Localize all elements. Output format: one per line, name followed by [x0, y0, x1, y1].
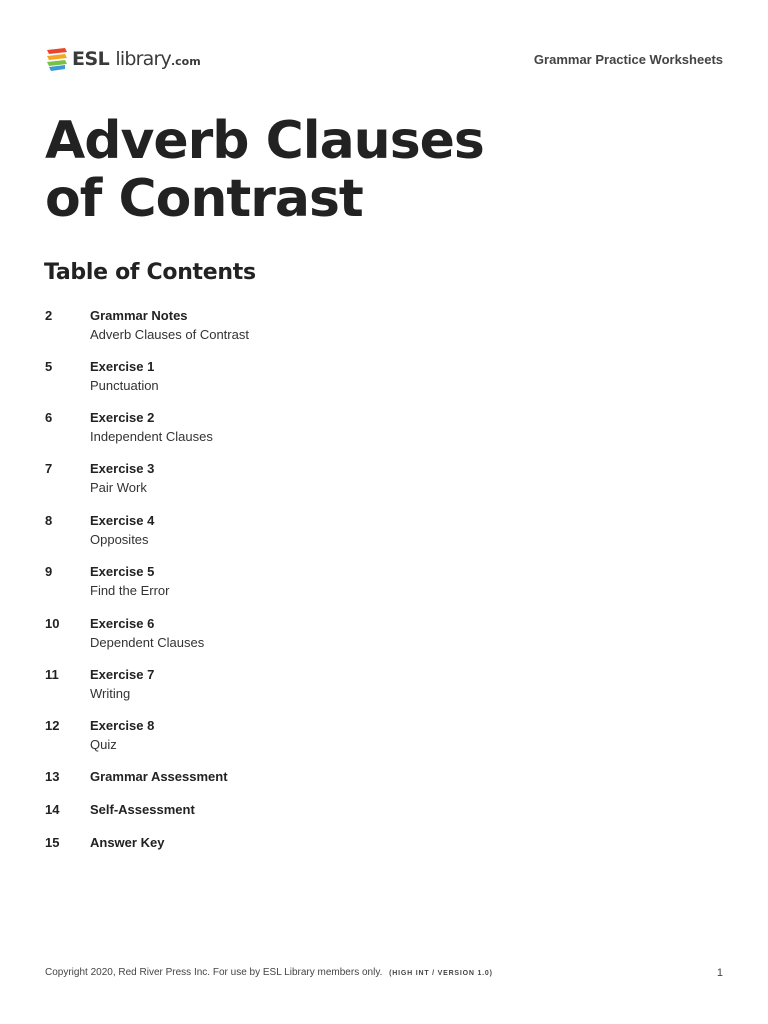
title-line-2: of Contrast — [45, 169, 363, 229]
toc-entry-title: Exercise 8 — [90, 718, 155, 733]
toc-entry-title: Exercise 2 — [90, 410, 155, 425]
toc-entry-title: Self-Assessment — [90, 802, 195, 817]
toc-page-number: 13 — [45, 769, 60, 784]
toc-page-number: 11 — [45, 667, 59, 682]
logo-brand: ESL — [72, 48, 110, 70]
logo-domain: .com — [170, 55, 201, 68]
toc-page-number: 6 — [45, 410, 53, 425]
toc-entry-title: Answer Key — [90, 835, 165, 850]
copyright-text: Copyright 2020, Red River Press Inc. For use by ESL Library members only. — [45, 967, 383, 978]
logo-stripe-green — [47, 60, 67, 66]
toc-page-number: 9 — [45, 564, 53, 579]
page-title — [45, 112, 484, 228]
page-number: 1 — [716, 967, 723, 979]
title-line-1: Adverb Clauses — [45, 111, 484, 171]
toc-entry-title: Exercise 7 — [90, 667, 155, 682]
page-header — [45, 44, 723, 76]
toc-page-number: 14 — [45, 802, 60, 817]
logo-stripe-orange — [47, 54, 67, 60]
toc-page-number: 10 — [45, 616, 60, 631]
toc-entry-title: Grammar Notes — [90, 308, 188, 323]
logo-stripe-blue — [49, 65, 65, 71]
toc-entry-title: Exercise 3 — [90, 461, 155, 476]
toc-entry-subtitle: Independent Clauses — [90, 429, 213, 444]
logo-library: library — [115, 48, 171, 70]
series-label: Grammar Practice Worksheets — [533, 52, 723, 67]
toc-entry-title: Exercise 1 — [90, 359, 155, 374]
toc-entry-subtitle: Quiz — [90, 737, 117, 752]
logo-stripe-red — [47, 48, 67, 54]
toc-entry-title: Exercise 4 — [90, 513, 155, 528]
toc-entry-subtitle: Writing — [90, 686, 131, 701]
toc-page-number: 12 — [45, 718, 60, 733]
toc-entry-subtitle: Opposites — [90, 532, 149, 547]
esl-library-logo[interactable] — [45, 44, 201, 74]
toc-entry-title: Exercise 6 — [90, 616, 155, 631]
toc-entry-subtitle: Adverb Clauses of Contrast — [90, 327, 249, 342]
toc-entry-subtitle: Dependent Clauses — [90, 635, 205, 650]
toc-entry-subtitle: Find the Error — [90, 583, 170, 598]
logo-wordmark — [72, 48, 201, 70]
level-version-label: (HIGH INT / VERSION 1.0) — [389, 970, 493, 977]
toc-entry-subtitle: Punctuation — [90, 378, 159, 393]
stacked-books-icon — [45, 46, 69, 72]
toc-page-number: 5 — [45, 359, 53, 374]
toc-entry-subtitle: Pair Work — [90, 480, 147, 495]
toc-page-number: 15 — [45, 835, 60, 850]
toc-entry-title: Exercise 5 — [90, 564, 155, 579]
page-footer — [45, 967, 723, 978]
toc-page-number: 7 — [45, 461, 53, 476]
toc-entry-title: Grammar Assessment — [90, 769, 228, 784]
toc-page-number: 2 — [45, 308, 53, 323]
toc-heading: Table of Contents — [44, 260, 256, 285]
toc-page-number: 8 — [45, 513, 53, 528]
